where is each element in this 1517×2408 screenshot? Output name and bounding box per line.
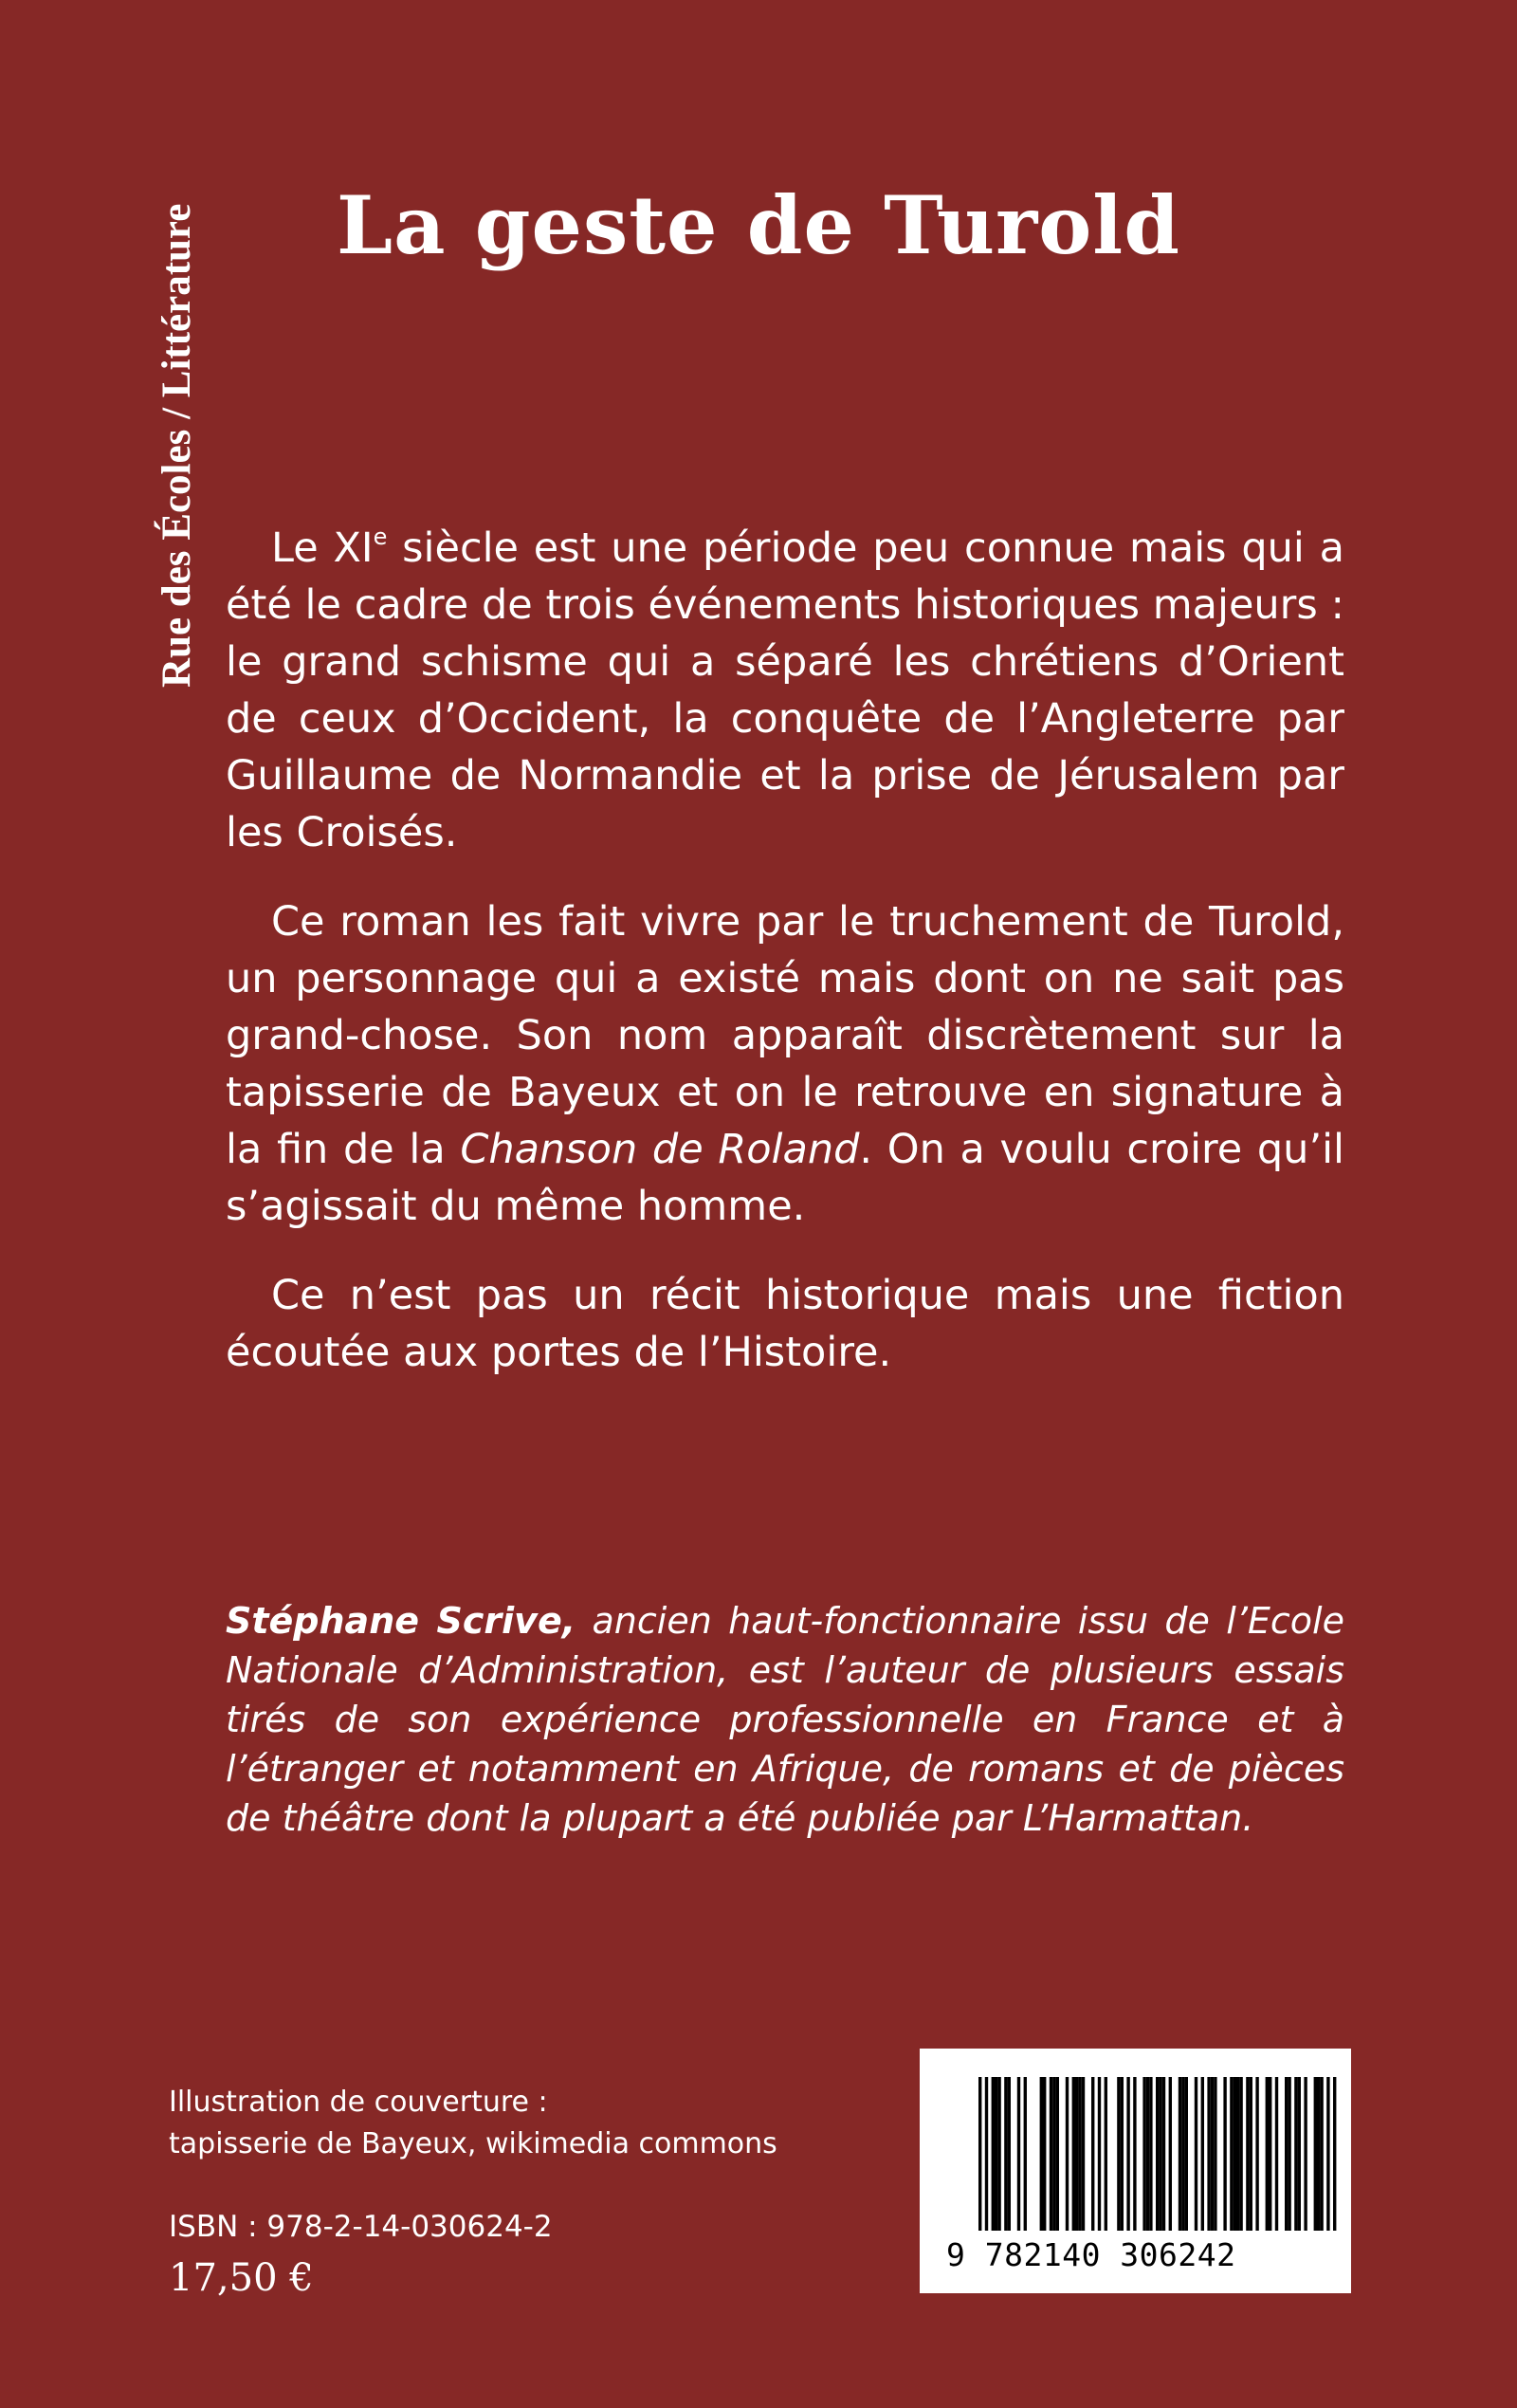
barcode-bar — [1126, 2077, 1129, 2231]
barcode-bar — [1156, 2077, 1159, 2231]
barcode-bar — [997, 2077, 1000, 2231]
barcode-bar — [1075, 2077, 1078, 2231]
barcode-bar — [1133, 2077, 1136, 2231]
cover-credits — [169, 2082, 777, 2165]
barcode-bar — [1121, 2077, 1124, 2231]
summary-paragraph-2 — [226, 893, 1344, 1235]
barcode-bar — [1269, 2077, 1271, 2231]
spine-collection-label: Rue des Écoles / Littérature — [155, 203, 199, 688]
barcode-bar — [1017, 2077, 1020, 2231]
barcode-bar — [1250, 2077, 1252, 2231]
barcode-bar — [1234, 2077, 1236, 2231]
barcode-bar — [1008, 2077, 1011, 2231]
barcode-bar — [1211, 2077, 1214, 2231]
summary-p1-start: Le XI — [271, 524, 374, 572]
barcode-bar — [1275, 2077, 1278, 2231]
work-title-chanson: Chanson de Roland — [460, 1126, 860, 1173]
barcode-bar — [1091, 2077, 1094, 2231]
barcode-bar — [1117, 2077, 1120, 2231]
summary-p2-start: Ce roman les fait vivre par le truchement de Turold, un personnage qui a existé mais dont on ne sait pas grand-chose. Son nom apparaît discrètement sur la tapisserie de Bayeux et on le retrouve en signature à la fin de la — [226, 898, 1344, 1173]
author-bio — [226, 1596, 1344, 1843]
barcode-bar — [1162, 2077, 1165, 2231]
barcode-bar — [1078, 2077, 1081, 2231]
barcode-bar — [1285, 2077, 1288, 2231]
barcode-bar — [1072, 2077, 1075, 2231]
barcode-bar — [992, 2077, 995, 2231]
barcode-bar — [1052, 2077, 1055, 2231]
barcode — [920, 2049, 1351, 2293]
barcode-bar — [1195, 2077, 1197, 2231]
barcode-bar — [1236, 2077, 1239, 2231]
barcode-bar — [985, 2077, 988, 2231]
barcode-bar — [1266, 2077, 1269, 2231]
barcode-bar — [1314, 2077, 1317, 2231]
barcode-bar — [1082, 2077, 1085, 2231]
barcode-bar — [1098, 2077, 1101, 2231]
barcode-bar — [1024, 2077, 1027, 2231]
barcode-digits: 9 782140 306242 — [946, 2236, 1236, 2273]
barcode-bar — [1149, 2077, 1152, 2231]
credits-line-2: tapisserie de Bayeux, wikimedia commons — [169, 2127, 777, 2160]
barcode-bar — [1159, 2077, 1161, 2231]
barcode-bar — [1004, 2077, 1007, 2231]
barcode-bar — [1040, 2077, 1043, 2231]
barcode-bar — [1185, 2077, 1188, 2231]
barcode-bar — [1294, 2077, 1297, 2231]
barcode-bar — [1214, 2077, 1216, 2231]
summary-p2-rest: . On a voulu croire qu’il s’agissait du même homme. — [226, 1126, 1345, 1230]
barcode-bar — [995, 2077, 997, 2231]
barcode-bar — [1146, 2077, 1149, 2231]
barcode-bar — [1056, 2077, 1059, 2231]
author-bio-text: ancien haut-fonctionnaire issu de l’Ecole Nationale d’Administration, est l’auteur de plusieurs essais tirés de son expérience professionnelle en France et à l’étranger et notamment en Afrique, de romans et de pièces de théâtre dont la plupart a été publiée par L’Harmattan. — [226, 1600, 1344, 1839]
barcode-bar — [1333, 2077, 1336, 2231]
barcode-bar — [1179, 2077, 1181, 2231]
summary-paragraph-1 — [226, 520, 1344, 861]
barcode-bar — [1239, 2077, 1242, 2231]
century-superscript: e — [373, 524, 388, 550]
barcode-bar — [1317, 2077, 1320, 2231]
barcode-bar — [1066, 2077, 1069, 2231]
barcode-bar — [1043, 2077, 1046, 2231]
barcode-bar — [1181, 2077, 1184, 2231]
spine — [51, 0, 199, 702]
summary-paragraph-3: Ce n’est pas un récit historique mais une fiction écoutée aux portes de l’Histoire. — [226, 1272, 1344, 1376]
barcode-bar — [1255, 2077, 1258, 2231]
barcode-bar — [1320, 2077, 1323, 2231]
barcode-bar — [1142, 2077, 1145, 2231]
author-name: Stéphane Scrive, — [226, 1600, 576, 1642]
summary — [226, 520, 1344, 1413]
barcode-bar — [1169, 2077, 1172, 2231]
barcode-bars — [920, 2049, 1351, 2238]
book-title: La geste de Turold — [337, 178, 1180, 272]
barcode-bar — [1223, 2077, 1226, 2231]
barcode-bar — [1288, 2077, 1290, 2231]
barcode-bar — [1304, 2077, 1307, 2231]
barcode-bar — [1298, 2077, 1301, 2231]
barcode-bar — [1230, 2077, 1233, 2231]
isbn: ISBN : 978-2-14-030624-2 — [169, 2210, 553, 2244]
summary-p1-rest: siècle est une période peu connue mais qui a été le cadre de trois événements historiques majeurs : le grand schisme qui a séparé les chrétiens d’Orient de ceux d’Occident, la conquête de l’Angleterre par Guillaume de Normandie et la prise de Jérusalem par les Croisés. — [226, 524, 1345, 856]
barcode-bar — [1050, 2077, 1052, 2231]
barcode-bar — [978, 2077, 981, 2231]
barcode-bar — [1105, 2077, 1107, 2231]
barcode-bar — [1326, 2077, 1329, 2231]
price: 17,50 € — [169, 2256, 314, 2300]
credits-line-1: Illustration de couverture : — [169, 2086, 548, 2119]
barcode-bar — [1207, 2077, 1210, 2231]
barcode-bar — [1246, 2077, 1249, 2231]
barcode-bar — [1201, 2077, 1204, 2231]
